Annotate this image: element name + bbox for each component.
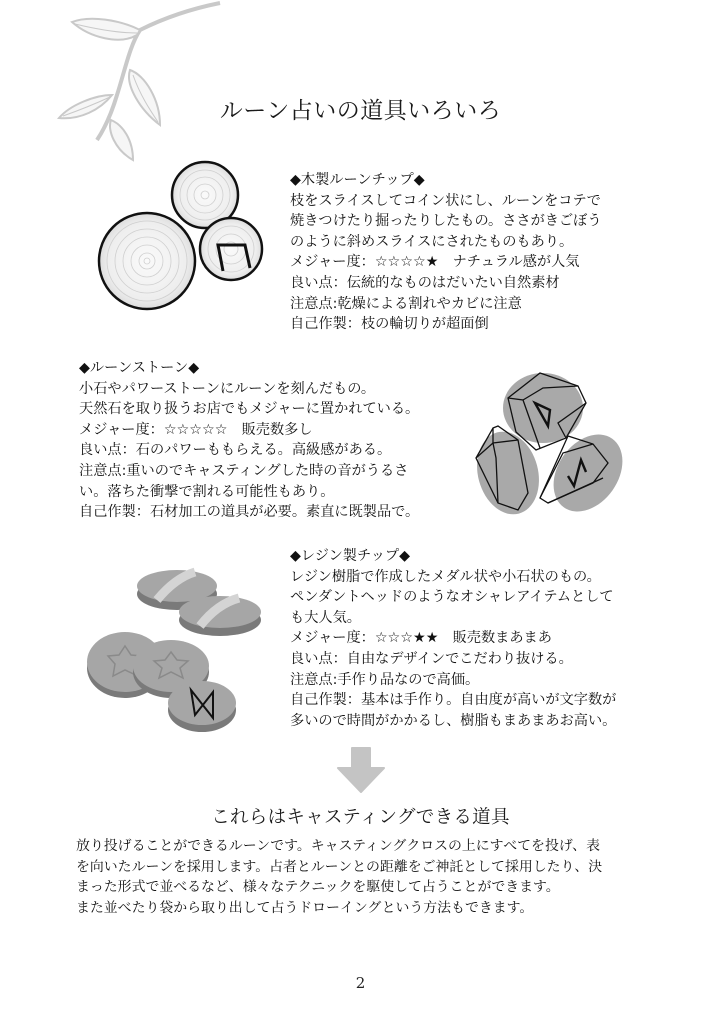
section-heading: ◆ルーンストーン◆ [79, 360, 200, 376]
rating-line: メジャー度：☆☆☆☆★ ナチュラル感が人気 [290, 254, 580, 271]
cons-line: 注意点:重いのでキャスティングした時の音がうるさ [79, 462, 409, 479]
summary-line: を向いたルーンを採用します。占者とルーンとの距離をご神託として採用したり、決 [76, 858, 603, 875]
cons-line-cont: い。落ちた衝撃で割れる可能性もあり。 [79, 483, 335, 500]
section-line: ペンダントヘッドのようなオシャレアイテムとして [290, 589, 614, 606]
section-line: 小石やパワーストーンにルーンを刻んだもの。 [79, 380, 376, 397]
page-title: ルーン占いの道具いろいろ [219, 98, 502, 124]
section-line: 天然石を取り扱うお店でもメジャーに置かれている。 [79, 401, 420, 418]
pros-line: 良い点：伝統的なものはだいたい自然素材 [290, 274, 560, 291]
rating-line: メジャー度：☆☆☆☆☆ 販売数多し [79, 421, 313, 438]
section-heading: ◆木製ルーンチップ◆ [290, 172, 425, 188]
section-line: のように斜めスライスにされたものもあり。 [290, 233, 574, 250]
wood-chip-section [290, 170, 602, 335]
diy-line: 自己作製：基本は手作り。自由度が高いが文字数が [290, 692, 617, 709]
summary-heading: これらはキャスティングできる道具 [211, 807, 510, 828]
cons-line: 注意点:手作り品なので高価。 [290, 671, 480, 688]
pros-line: 良い点：石のパワーももらえる。高級感がある。 [79, 442, 392, 459]
page-number: 2 [355, 974, 366, 992]
resin-chip-section [290, 546, 616, 731]
rune-stone-section [79, 358, 419, 523]
section-line: 焼きつけたり掘ったりしたもの。ささがきごぼう [290, 213, 602, 230]
cons-line: 注意点:乾燥による割れやカビに注意 [290, 295, 522, 312]
section-line: レジン樹脂で作成したメダル状や小石状のもの。 [290, 568, 601, 585]
diy-line-cont: 多いので時間がかかるし、樹脂もまあまあお高い。 [290, 712, 617, 729]
rating-line: メジャー度：☆☆☆★★ 販売数まあまあ [290, 630, 552, 647]
diy-line: 自己作製：枝の輪切りが超面倒 [290, 316, 489, 333]
section-heading: ◆レジン製チップ◆ [290, 548, 410, 564]
section-line: 枝をスライスしてコイン状にし、ルーンをコテで [290, 192, 601, 209]
rune-stones-illustration [468, 368, 633, 523]
section-line: も大人気。 [290, 609, 361, 626]
pros-line: 良い点：自由なデザインでこだわり抜ける。 [290, 650, 573, 667]
summary-line: また並べたり袋から取り出して占うドローイングという方法もできます。 [76, 899, 534, 916]
leaf-branch-icon [45, 0, 235, 170]
summary-line: まった形式で並べるなど、様々なテクニックを駆使して占うことができます。 [76, 879, 560, 895]
summary-line: 放り投げることができるルーンです。キャスティングクロスの上にすべてを投げ、表 [76, 838, 600, 854]
resin-coins-illustration [85, 560, 270, 735]
wood-rune-chips-illustration [97, 158, 272, 323]
summary-paragraph [76, 836, 602, 918]
diy-line: 自己作製：石材加工の道具が必要。素直に既製品で。 [79, 504, 420, 521]
down-arrow-icon [336, 746, 386, 794]
